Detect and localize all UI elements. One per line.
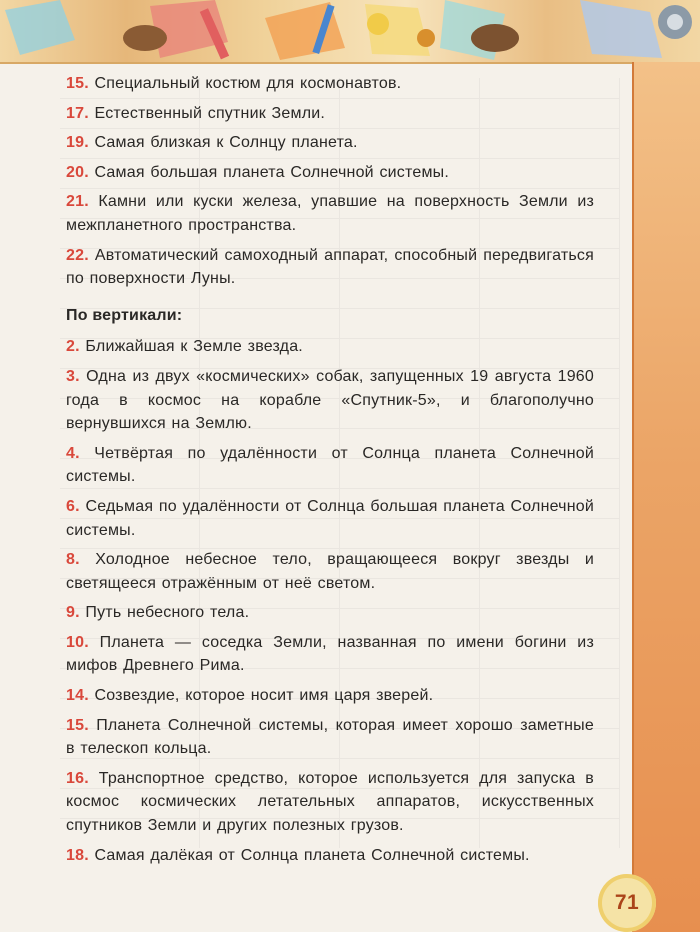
clue-text: Естественный спутник Земли. (94, 104, 326, 122)
school-supplies-illustration (0, 0, 700, 62)
horizontal-clue-15 (66, 72, 594, 96)
clue-text: Путь небесного тела. (85, 604, 250, 622)
clue-number: 20. (66, 163, 89, 181)
horizontal-clue-19 (66, 131, 594, 155)
clue-text: Ближайшая к Земле звезда. (85, 338, 303, 356)
vertical-clue-18 (66, 844, 594, 868)
clue-number: 4. (66, 444, 80, 462)
vertical-clue-2 (66, 335, 594, 359)
clue-text: Автоматический самоходный аппарат, способный передвигаться по поверхности Луны. (66, 246, 594, 288)
clue-text: Четвёртая по удалённости от Солнца планета Солнечной системы. (66, 444, 594, 486)
vertical-section-title: По вертикали: (66, 306, 183, 324)
clue-number: 15. (66, 75, 89, 92)
clue-text: Самая большая планета Солнечной системы. (94, 163, 449, 181)
clue-text: Планета Солнечной системы, которая имеет хорошо заметные в телескоп кольца. (66, 716, 594, 758)
clue-number: 10. (66, 633, 89, 651)
clue-number: 9. (66, 604, 80, 622)
clue-number: 22. (66, 246, 89, 264)
horizontal-clue-17 (66, 102, 594, 126)
clue-number: 8. (66, 551, 80, 569)
horizontal-clue-21 (66, 190, 594, 237)
clue-text: Одна из двух «космических» собак, запущенных 19 августа 1960 года в космос на корабле «Спутник-5», и благополучно вернувшихся на Землю. (66, 367, 594, 433)
clue-text: Планета — соседка Земли, названная по имени богини из мифов Древнего Рима. (66, 633, 594, 675)
vertical-clue-10 (66, 631, 594, 678)
clue-text: Камни или куски железа, упавшие на поверхность Земли из межпланетного пространства. (66, 193, 594, 234)
clue-text: Самая далёкая от Солнца планета Солнечной системы. (94, 846, 530, 864)
right-page-margin (632, 62, 700, 932)
clue-number: 19. (66, 134, 89, 152)
decorative-header-banner (0, 0, 700, 64)
clue-number: 16. (66, 769, 89, 787)
crossword-clues-column (66, 72, 594, 873)
vertical-clue-6 (66, 495, 594, 542)
clue-number: 3. (66, 367, 80, 385)
vertical-clue-14 (66, 684, 594, 708)
clue-text: Специальный костюм для космонавтов. (94, 75, 402, 92)
clue-number: 2. (66, 338, 80, 356)
clue-text: Транспортное средство, которое используется для запуска в космос космических летательных аппаратов, искусственных спутников Земли и других полезных грузов. (66, 769, 594, 835)
vertical-clue-8 (66, 548, 594, 595)
clue-text: Седьмая по удалённости от Солнца большая планета Солнечной системы. (66, 497, 594, 539)
vertical-clue-3 (66, 365, 594, 436)
clue-text: Созвездие, которое носит имя царя зверей. (94, 687, 434, 705)
margin-rule (632, 62, 634, 932)
vertical-clue-4 (66, 442, 594, 489)
clue-number: 15. (66, 716, 89, 734)
clue-number: 18. (66, 846, 89, 864)
horizontal-clue-20 (66, 161, 594, 185)
page-number: 71 (614, 891, 640, 914)
clue-number: 17. (66, 104, 89, 122)
clue-number: 21. (66, 193, 89, 211)
vertical-clue-16 (66, 767, 594, 838)
clue-text: Самая близкая к Солнцу планета. (94, 134, 358, 152)
clue-number: 14. (66, 687, 89, 705)
vertical-clue-9 (66, 601, 594, 625)
clue-number: 6. (66, 497, 80, 515)
page-number-badge (598, 874, 656, 932)
vertical-clue-15 (66, 714, 594, 761)
horizontal-clue-22 (66, 244, 594, 291)
clue-text: Холодное небесное тело, вращающееся вокруг звезды и светящееся отражённым от неё светом. (66, 551, 594, 592)
